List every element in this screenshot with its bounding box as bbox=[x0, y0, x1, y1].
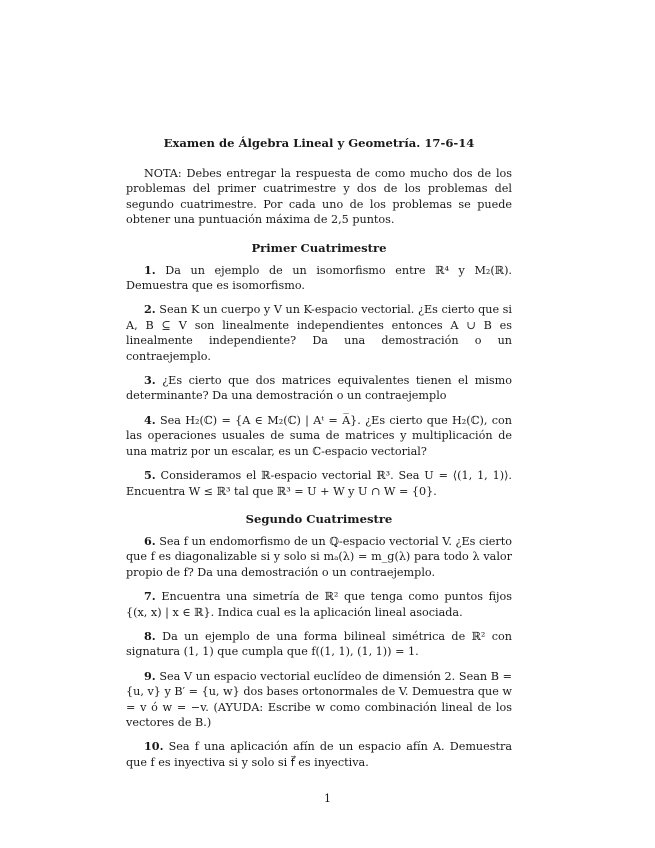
problem-number: 10. bbox=[144, 739, 164, 754]
section-heading-first: Primer Cuatrimestre bbox=[251, 240, 387, 255]
section-heading-second: Segundo Cuatrimestre bbox=[245, 511, 393, 526]
problem-number: 5. bbox=[144, 468, 156, 483]
problem-text: Encuentra una simetría de ℝ² que tenga como puntos fijos {(x, x) | x ∈ ℝ}. Indica cual es la aplicación lineal asociada. bbox=[126, 590, 512, 619]
problem-text: Sea H₂(ℂ) = {A ∈ M₂(ℂ) | Aᵗ = A̅}. ¿Es cierto que H₂(ℂ), con las operaciones usuales de suma de matrices y multiplicación de una matriz por un escalar, es un ℂ-espacio vectorial? bbox=[126, 413, 512, 458]
problem-text: Da un ejemplo de una forma bilineal simétrica de ℝ² con signatura (1, 1) que cumpla que f((1, 1), (1, 1)) = 1. bbox=[126, 629, 512, 659]
problem-number: 6. bbox=[144, 533, 156, 548]
problem-2 bbox=[126, 302, 512, 364]
problem-number: 4. bbox=[144, 412, 156, 427]
problem-number: 2. bbox=[144, 302, 156, 317]
problem-text: Consideramos el ℝ-espacio vectorial ℝ³. Sea U = ⟨(1, 1, 1)⟩. Encuentra W ≤ ℝ³ tal que ℝ³ = U + W y U ∩ W = {0}. bbox=[126, 469, 512, 498]
problem-number: 9. bbox=[144, 668, 156, 683]
problem-8 bbox=[126, 629, 512, 660]
page-number: 1 bbox=[324, 792, 331, 805]
problem-number: 1. bbox=[144, 262, 156, 277]
problem-text: Sea f un endomorfismo de un ℚ-espacio vectorial V. ¿Es cierto que f es diagonalizable si y solo si mₐ(λ) = m_g(λ) para todo λ valor propio de f? Da una demostración o un contraejemplo. bbox=[126, 534, 513, 579]
exam-title: Examen de Álgebra Lineal y Geometría. 17-6-14 bbox=[163, 136, 475, 150]
content-column bbox=[126, 136, 512, 779]
note-paragraph: NOTA: Debes entregar la respuesta de como mucho dos de los problemas del primer cuatrimestre y dos de los problemas del segundo cuatrimestre. Por cada uno de los problemas se puede obtener una puntuación máxima de 2,5 puntos. bbox=[126, 167, 512, 227]
problem-4 bbox=[126, 413, 512, 459]
problem-text: Sean K un cuerpo y V un K-espacio vectorial. ¿Es cierto que si A, B ⊆ V son linealmente independientes entonces A ∪ B es linealmente independiente? Da una demostración o un contraejemplo. bbox=[126, 303, 512, 363]
problem-1 bbox=[126, 263, 512, 294]
problem-10 bbox=[126, 739, 512, 770]
problem-5 bbox=[126, 468, 512, 499]
problem-text: Sea V un espacio vectorial euclídeo de dimensión 2. Sean B = {u, v} y B′ = {u, w} dos bases ortonormales de V. Demuestra que w = v ó w = −v. (AYUDA: Escribe w como combinación lineal de los vectores de B.) bbox=[126, 669, 513, 729]
problem-number: 3. bbox=[144, 373, 156, 388]
problem-7 bbox=[126, 589, 512, 620]
problem-9 bbox=[126, 669, 512, 731]
problem-6 bbox=[126, 534, 512, 580]
problem-text: Sea f una aplicación afín de un espacio afín A. Demuestra que f es inyectiva si y solo si f⃗ es inyectiva. bbox=[126, 740, 513, 769]
problem-number: 7. bbox=[144, 589, 156, 604]
problem-text: Da un ejemplo de un isomorfismo entre ℝ⁴ y M₂(ℝ). Demuestra que es isomorfismo. bbox=[126, 263, 512, 293]
problem-text: ¿Es cierto que dos matrices equivalentes tienen el mismo determinante? Da una demostración o un contraejemplo bbox=[126, 374, 512, 403]
problem-3 bbox=[126, 373, 512, 404]
problem-number: 8. bbox=[144, 628, 156, 643]
